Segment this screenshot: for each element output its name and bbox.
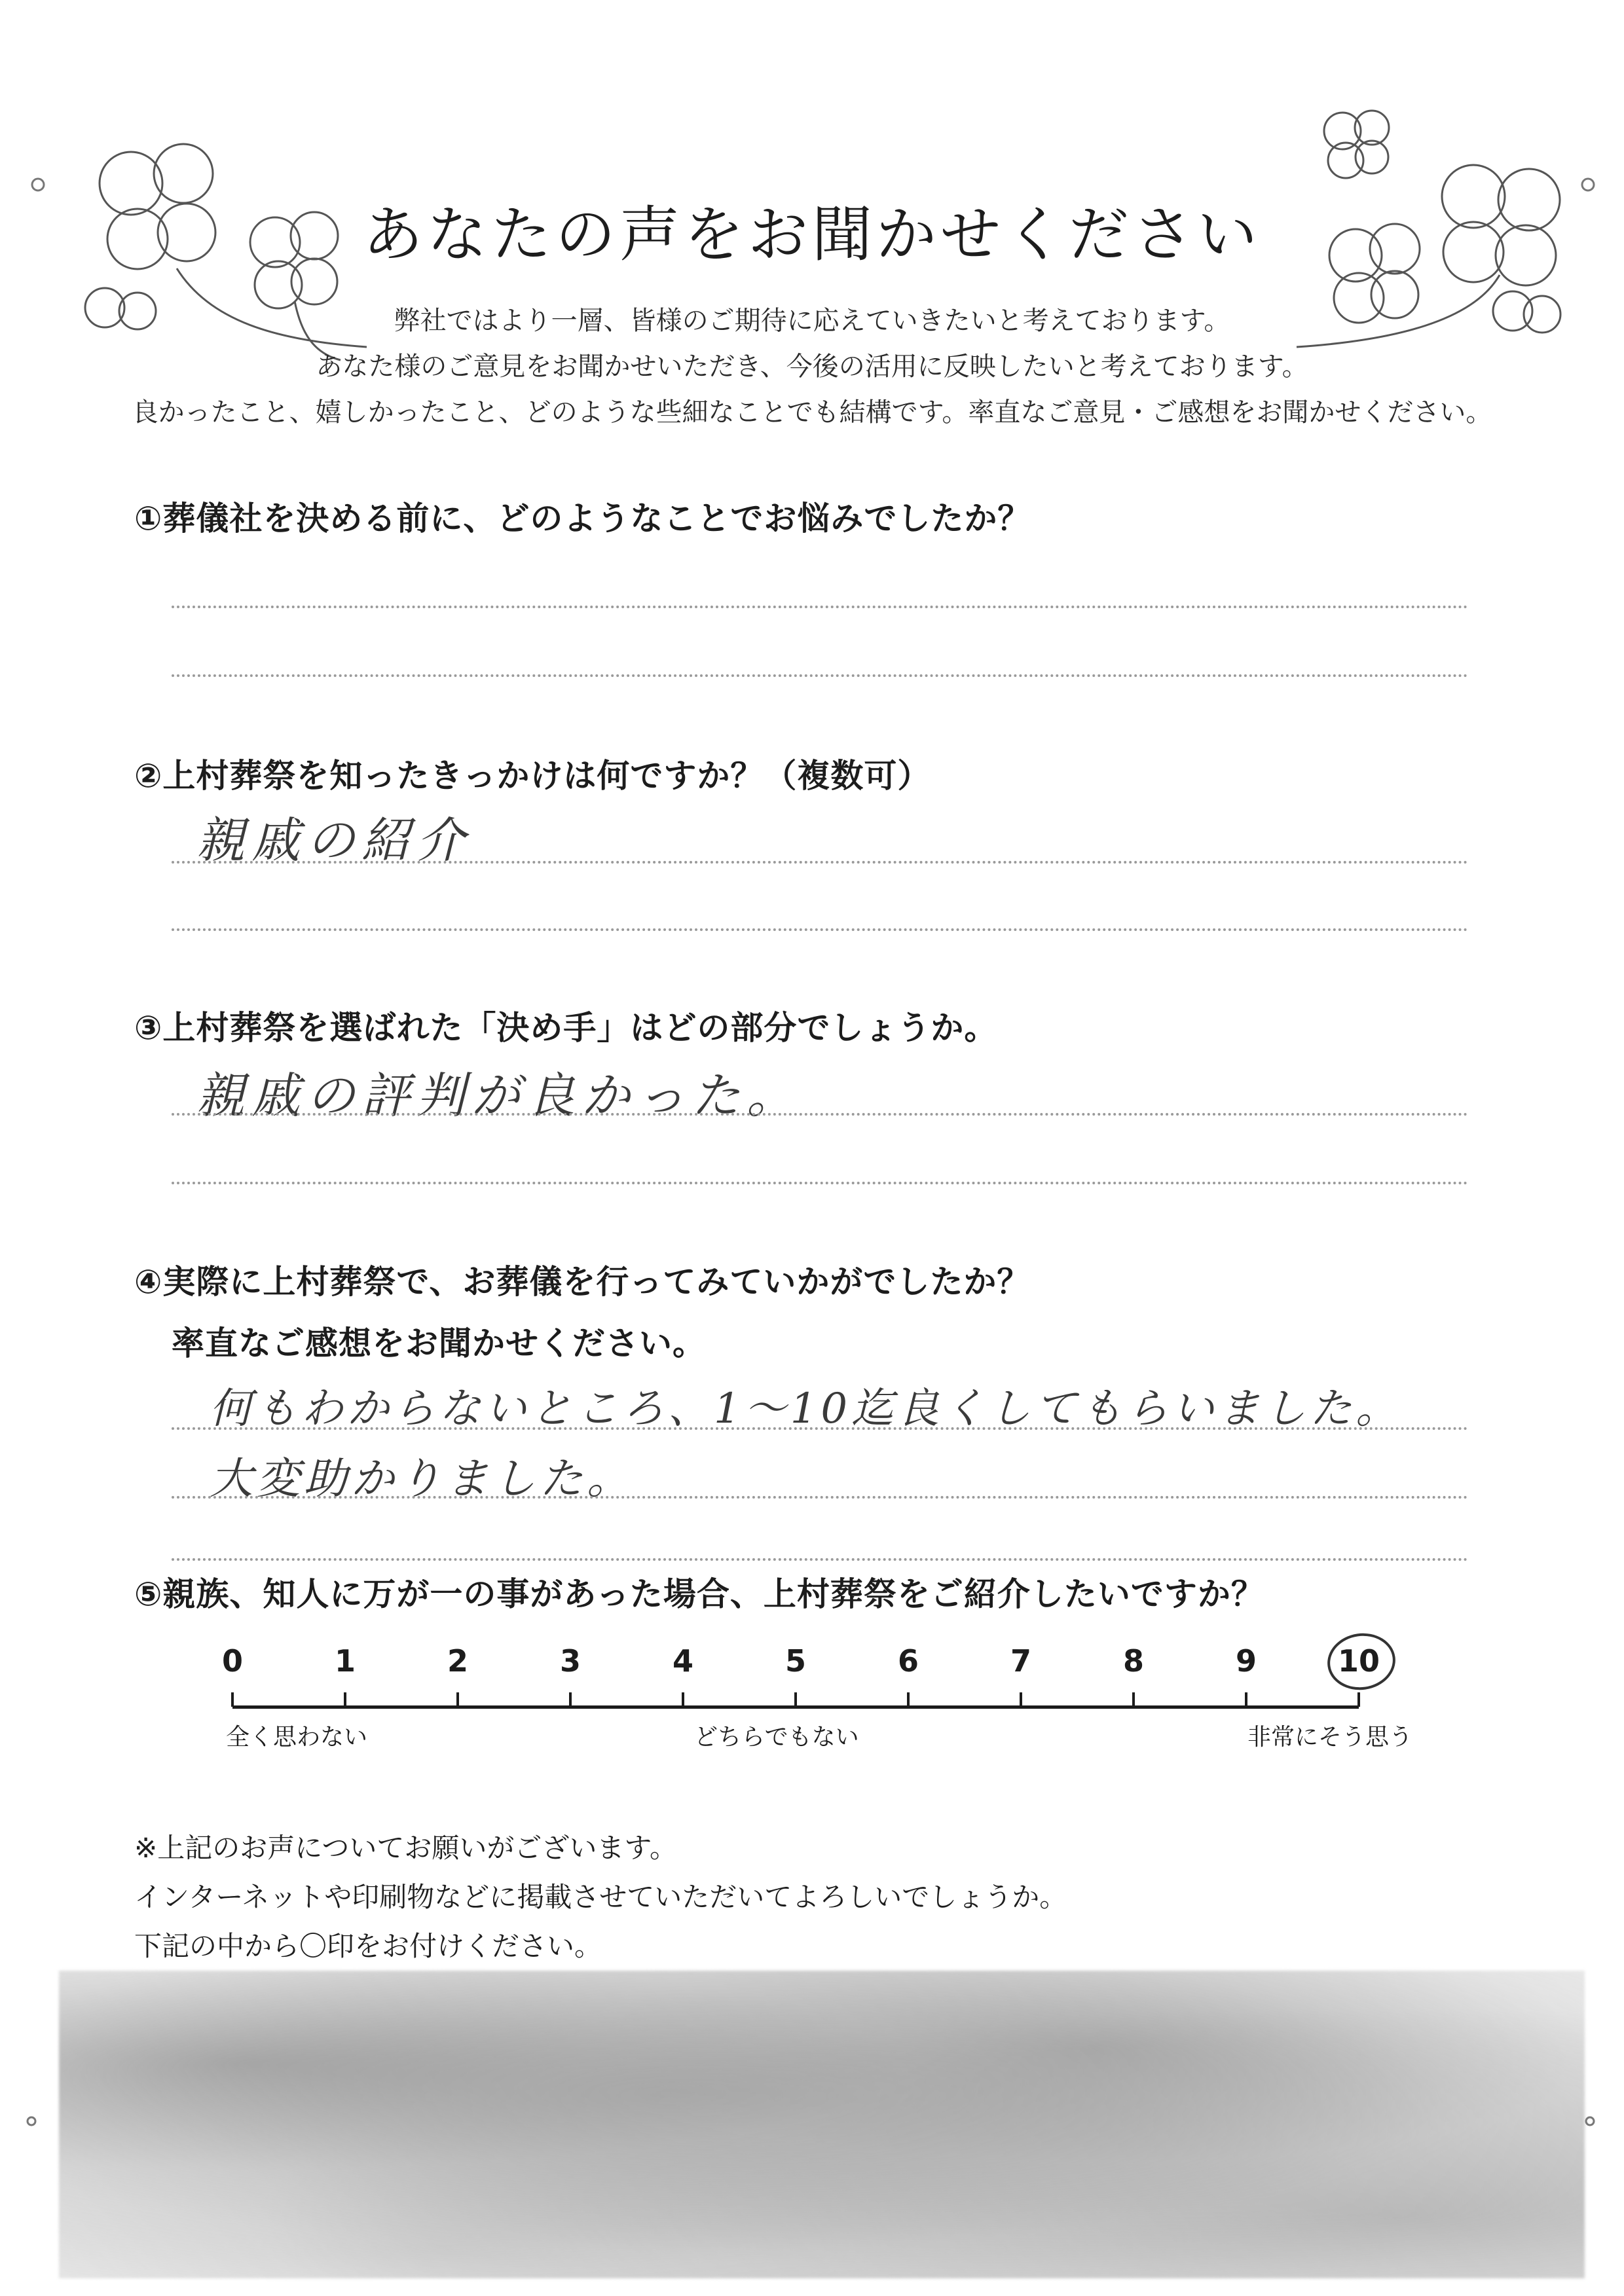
scale-number-4: 4 bbox=[672, 1643, 694, 1679]
scale-number-6: 6 bbox=[897, 1643, 919, 1679]
scale-tick bbox=[231, 1692, 234, 1707]
scale-min-label: 全く思わない bbox=[226, 1724, 368, 1751]
intro-line-3: 良かったこと、嬉しかったこと、どのような些細なことでも結構です。率直なご意見・ご感想をお聞かせください。 bbox=[132, 397, 1492, 428]
scale-tick bbox=[569, 1692, 572, 1707]
answer-line bbox=[172, 1558, 1468, 1561]
selected-rating-circle bbox=[1324, 1629, 1399, 1694]
question-4-handwritten-answer-line-2: 大変助かりました。 bbox=[210, 1453, 634, 1504]
page-title: あなたの声をお聞かせください bbox=[362, 200, 1261, 270]
question-2-handwritten-answer: 親戚の紹介 bbox=[196, 812, 471, 869]
question-3-label: ③上村葬祭を選ばれた「決め手」はどの部分でしょうか。 bbox=[134, 1009, 998, 1047]
scale-number-0: 0 bbox=[221, 1643, 244, 1679]
redacted-area bbox=[59, 1971, 1585, 2278]
intro-line-1: 弊社ではより一層、皆様のご期待に応えていきたいと考えております。 bbox=[394, 306, 1230, 336]
intro-line-2: あなた様のご意見をお聞かせいただき、今後の活用に反映したいと考えております。 bbox=[316, 352, 1308, 382]
consent-note-line-3: 下記の中から〇印をお付けください。 bbox=[134, 1930, 602, 1962]
question-3-handwritten-answer: 親戚の評判が良かった。 bbox=[196, 1068, 802, 1124]
scale-tick bbox=[1245, 1692, 1247, 1707]
scale-tick bbox=[1357, 1692, 1360, 1707]
consent-note-line-1: ※上記のお声についてお願いがございます。 bbox=[134, 1832, 677, 1864]
scale-mid-label: どちらでもない bbox=[694, 1724, 859, 1751]
scale-number-3: 3 bbox=[559, 1643, 581, 1679]
answer-line bbox=[172, 928, 1468, 931]
scale-tick bbox=[344, 1692, 346, 1707]
scale-tick bbox=[682, 1692, 684, 1707]
answer-line bbox=[172, 1182, 1468, 1184]
question-2-label: ②上村葬祭を知ったきっかけは何ですか？（複数可） bbox=[134, 757, 931, 795]
answer-line bbox=[172, 674, 1468, 677]
scale-max-label: 非常にそう思う bbox=[1247, 1724, 1413, 1751]
scale-tick bbox=[1132, 1692, 1135, 1707]
scale-number-8: 8 bbox=[1122, 1643, 1145, 1679]
answer-line bbox=[172, 1113, 1468, 1116]
scale-tick bbox=[907, 1692, 910, 1707]
scale-tick bbox=[456, 1692, 459, 1707]
answer-line bbox=[172, 1427, 1468, 1430]
scale-number-1: 1 bbox=[334, 1643, 356, 1679]
scale-number-10: 10 bbox=[1337, 1643, 1380, 1679]
scale-number-9: 9 bbox=[1235, 1643, 1257, 1679]
answer-line bbox=[172, 1496, 1468, 1499]
scale-number-7: 7 bbox=[1010, 1643, 1032, 1679]
question-5-label: ⑤親族、知人に万が一の事があった場合、上村葬祭をご紹介したいですか？ bbox=[134, 1575, 1264, 1613]
scale-number-2: 2 bbox=[447, 1643, 469, 1679]
question-4-label: ④実際に上村葬祭で、お葬儀を行ってみていかがでしたか？ bbox=[134, 1263, 1031, 1301]
scale-number-5: 5 bbox=[784, 1643, 807, 1679]
consent-note-line-2: インターネットや印刷物などに掲載させていただいてよろしいでしょうか。 bbox=[134, 1881, 1067, 1913]
question-4-label-line-2: 率直なご感想をお聞かせください。 bbox=[172, 1324, 706, 1362]
answer-line bbox=[172, 861, 1468, 864]
question-4-handwritten-answer-line-1: 何もわからないところ、1〜10迄良くしてもらいました。 bbox=[210, 1385, 1402, 1433]
scale-tick bbox=[794, 1692, 797, 1707]
answer-line bbox=[172, 606, 1468, 608]
scale-tick bbox=[1020, 1692, 1022, 1707]
question-1-label: ①葬儀社を決める前に、どのようなことでお悩みでしたか？ bbox=[134, 500, 1031, 538]
